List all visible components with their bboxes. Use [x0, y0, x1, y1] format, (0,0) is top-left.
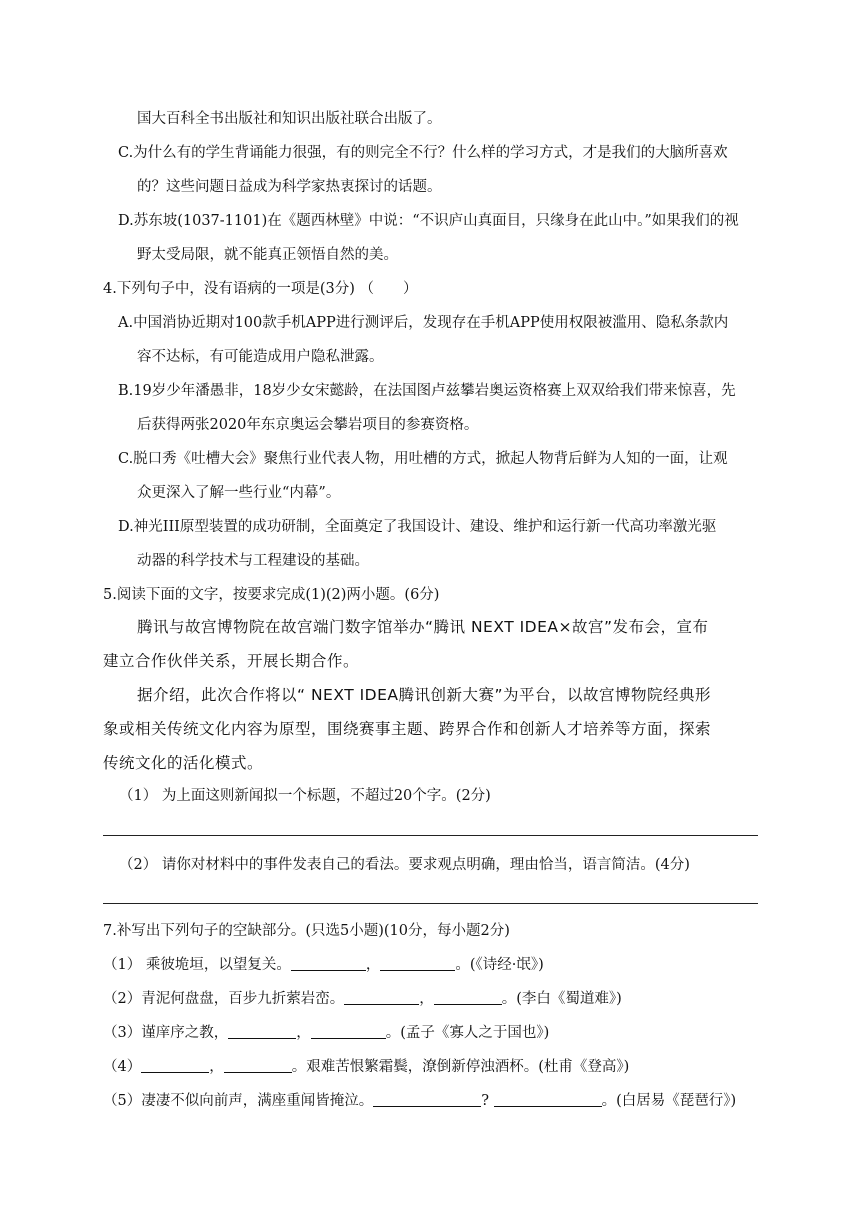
q7-item-1-text: （1） 乘彼垝垣，以望复关。: [103, 957, 291, 973]
fill-blank[interactable]: [344, 990, 419, 1005]
q5-stem: 5.阅读下面的文字，按要求完成(1)(2)两小题。(6分): [103, 587, 440, 603]
q4-option-c-line1: C.脱口秀《吐槽大会》聚焦行业代表人物，用吐槽的方式，掀起人物背后鲜为人知的一面，让观: [118, 451, 728, 467]
fill-blank[interactable]: [380, 956, 455, 971]
q4-option-a-line1: A.中国消协近期对100款手机APP进行测评后，发现存在手机APP使用权限被滥用、隐私条款内: [118, 315, 729, 331]
q7-item-5-text: （5）凄凄不似向前声，满座重闻皆掩泣。: [103, 1093, 374, 1109]
fill-blank[interactable]: [291, 956, 366, 971]
fill-blank[interactable]: [311, 1024, 386, 1039]
q3-option-c-line1: C.为什么有的学生背诵能力很强，有的则完全不行？什么样的学习方式，才是我们的大脑所喜欢: [118, 145, 728, 161]
q3-option-d-line1: D.苏东坡(1037-1101)在《题西林壁》中说：“不识庐山真面目，只缘身在此山中。”如果我们的视: [118, 213, 739, 229]
q3-option-b-continuation: 国大百科全书出版社和知识出版社联合出版了。: [137, 111, 442, 127]
q7-item-3: （3）谨庠序之教， ， 。(孟子《寡人之于国也》): [103, 1025, 550, 1041]
q5-passage-p2-line2: 象或相关传统文化内容为原型，围绕赛事主题、跨界合作和创新人才培养等方面，探索: [103, 720, 712, 738]
fill-blank[interactable]: [224, 1058, 292, 1073]
q7-item-3-source: 。(孟子《寡人之于国也》): [385, 1025, 550, 1041]
q7-item-2-text: （2）青泥何盘盘，百步九折萦岩峦。: [103, 991, 345, 1007]
fill-blank[interactable]: [228, 1024, 296, 1039]
q4-option-d-line1: D.神光III原型装置的成功研制，全面奠定了我国设计、建设、维护和运行新一代高功率激光驱: [118, 519, 717, 535]
q5-subquestion-2: （2） 请你对材料中的事件发表自己的看法。要求观点明确，理由恰当，语言简洁。(4分): [119, 857, 690, 873]
q7-stem: 7.补写出下列句子的空缺部分。(只选5小题)(10分，每小题2分): [103, 923, 510, 939]
fill-blank[interactable]: [434, 990, 502, 1005]
q4-stem: 4.下列句子中，没有语病的一项是(3分) （ ）: [103, 281, 418, 297]
q4-option-c-line2: 众更深入了解一些行业“内幕”。: [137, 485, 341, 501]
q7-item-4: （4） ， 。艰难苦恨繁霜鬓，潦倒新停浊酒杯。(杜甫《登高》): [103, 1059, 630, 1075]
fill-blank[interactable]: [141, 1058, 209, 1073]
q7-item-1-source: 。(《诗经·氓》): [455, 957, 544, 973]
q4-option-d-line2: 动器的科学技术与工程建设的基础。: [137, 553, 369, 569]
q7-item-4-source: 。艰难苦恨繁霜鬓，潦倒新停浊酒杯。(杜甫《登高》): [291, 1059, 630, 1075]
q7-item-3-text: （3）谨庠序之教，: [103, 1025, 229, 1041]
q7-item-5-source: 。(白居易《琵琶行》): [601, 1093, 737, 1109]
q7-item-2: （2）青泥何盘盘，百步九折萦岩峦。 ， 。(李白《蜀道难》): [103, 991, 622, 1007]
q3-option-c-line2: 的？这些问题日益成为科学家热衷探讨的话题。: [137, 179, 442, 195]
q7-item-4-text: （4）: [103, 1059, 142, 1075]
q7-item-5: （5）凄凄不似向前声，满座重闻皆掩泣。 ? 。(白居易《琵琶行》): [103, 1093, 737, 1109]
q4-option-b-line1: B.19岁少年潘愚非，18岁少女宋懿龄，在法国图卢兹攀岩奥运资格赛上双双给我们带来惊喜，先: [118, 383, 736, 399]
fill-blank[interactable]: [373, 1092, 481, 1107]
q4-option-b-line2: 后获得两张2020年东京奥运会攀岩项目的参赛资格。: [137, 417, 479, 433]
q5-passage-p1-line1: 腾讯与故宫博物院在故宫端门数字馆举办“腾讯 NEXT IDEA×故宫”发布会，宣布: [137, 618, 709, 636]
q4-option-a-line2: 容不达标，有可能造成用户隐私泄露。: [137, 349, 384, 365]
q5-subquestion-1: （1） 为上面这则新闻拟一个标题，不超过20个字。(2分): [119, 788, 491, 804]
q7-item-2-source: 。(李白《蜀道难》): [501, 991, 622, 1007]
q7-item-1: （1） 乘彼垝垣，以望复关。 ， 。(《诗经·氓》): [103, 957, 544, 973]
answer-line-1[interactable]: [103, 835, 758, 836]
q5-passage-p2-line3: 传统文化的活化模式。: [103, 754, 264, 772]
fill-blank[interactable]: [494, 1092, 602, 1107]
q5-passage-p2-line1: 据介绍，此次合作将以“ NEXT IDEA腾讯创新大赛”为平台，以故宫博物院经典形: [137, 686, 712, 704]
q3-option-d-line2: 野太受局限，就不能真正领悟自然的美。: [137, 247, 398, 263]
answer-line-2[interactable]: [103, 903, 758, 904]
q5-passage-p1-line2: 建立合作伙伴关系，开展长期合作。: [103, 652, 360, 670]
